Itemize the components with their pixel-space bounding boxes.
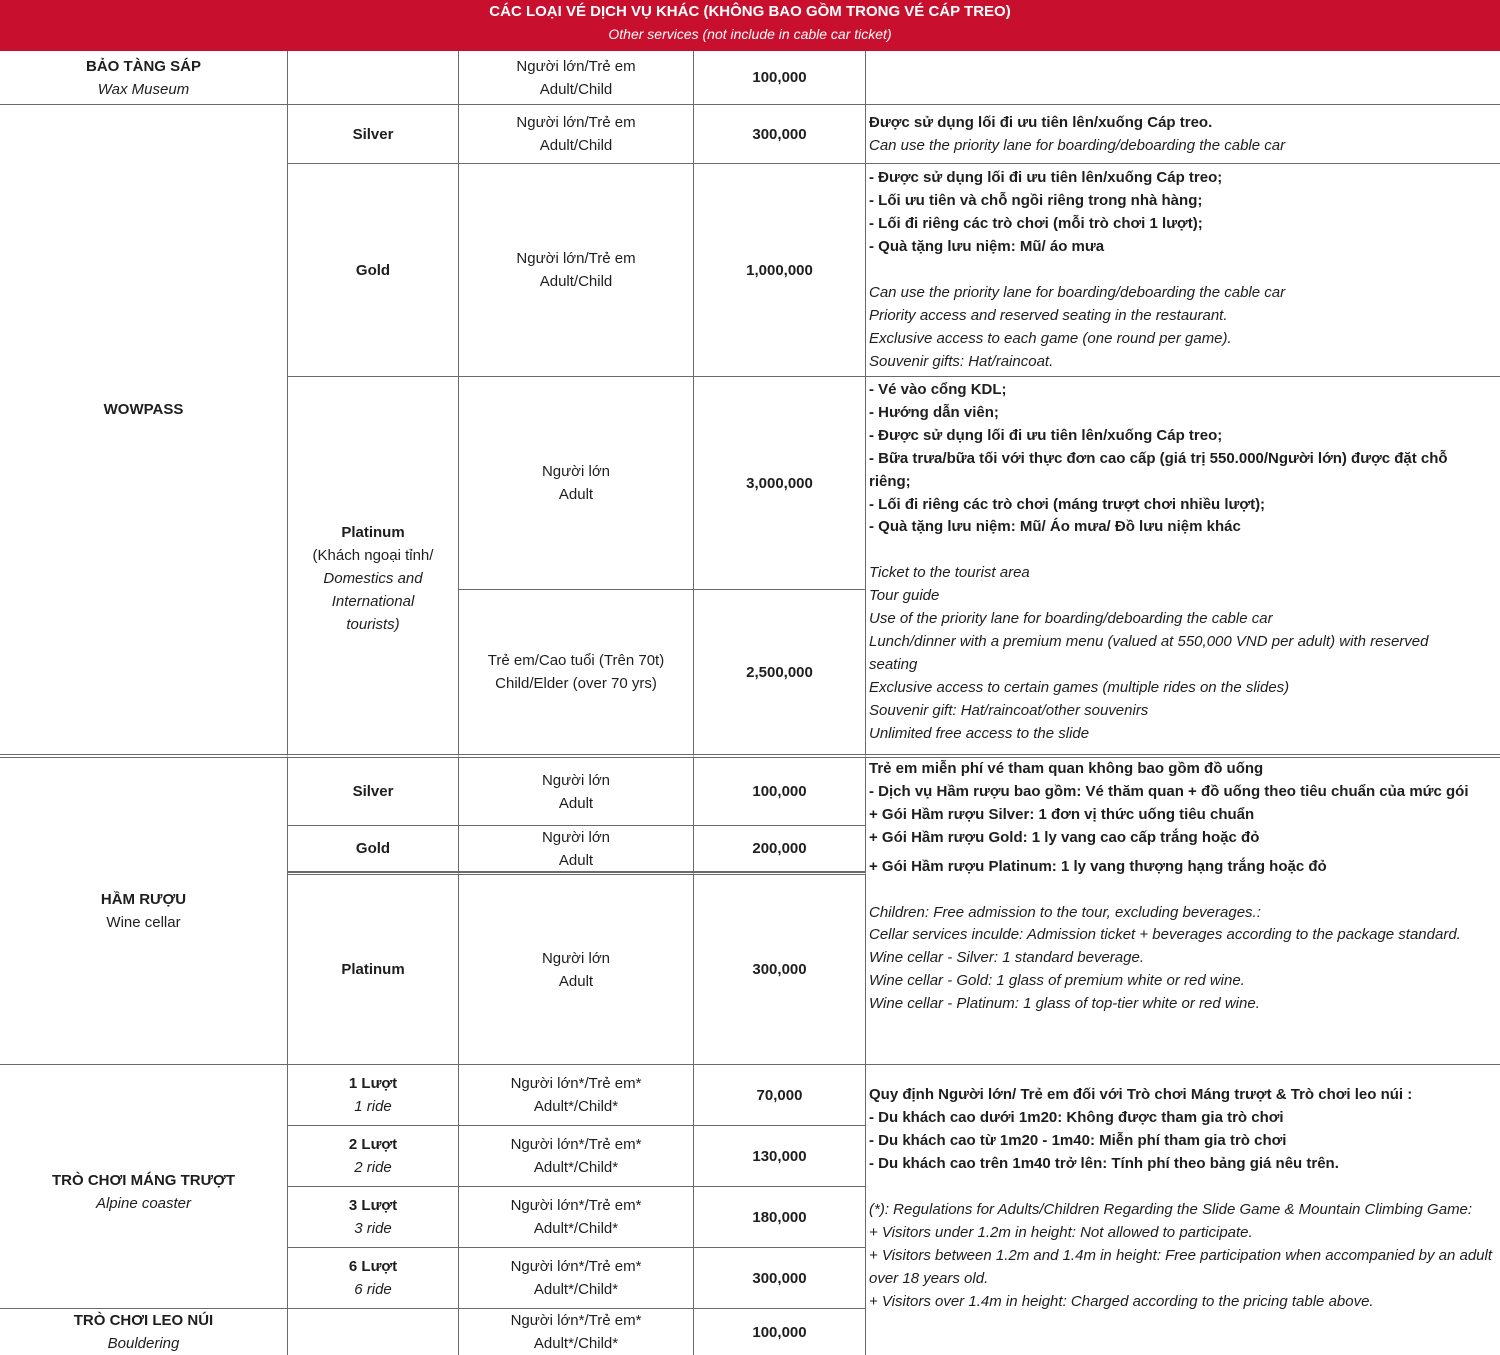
table-header xyxy=(0,0,1500,51)
wine-cellar-name-en: Wine cellar xyxy=(106,914,181,931)
bouldering-tier-cell xyxy=(288,1309,459,1355)
audience-vi: Người lớn*/Trẻ em* xyxy=(510,1075,642,1092)
audience-vi: Người lớn/Trẻ em xyxy=(516,57,636,75)
audience-en: Adult*/Child* xyxy=(533,1159,619,1176)
audience-vi: Người lớn*/Trẻ em* xyxy=(510,1312,642,1329)
desc-line-en: + Visitors over 1.4m in height: Charged according to the pricing table above. xyxy=(869,1293,1374,1310)
audience-vi: Người lớn xyxy=(541,771,611,789)
coaster-name-en: Alpine coaster xyxy=(95,1194,192,1212)
desc-line-en: Lunch/dinner with a premium menu (valued at 550,000 VND per adult) with reserved seating xyxy=(869,633,1429,673)
wax-museum-desc-cell xyxy=(866,51,1500,105)
bouldering-name-en: Bouldering xyxy=(107,1335,180,1352)
wax-museum-tier-cell xyxy=(288,51,459,105)
desc-line-vi: + Gói Hầm rượu Silver: 1 đơn vị thức uống tiêu chuẩn xyxy=(869,805,1255,823)
wine-cellar-name-vi: HẦM RƯỢU xyxy=(100,891,187,908)
desc-line-vi: - Du khách cao trên 1m40 trở lên: Tính phí theo bảng giá nêu trên. xyxy=(869,1155,1339,1172)
audience-en: Child/Elder (over 70 yrs) xyxy=(495,675,657,692)
desc-line-vi: - Được sử dụng lối đi ưu tiên lên/xuống Cáp treo; xyxy=(869,169,1223,186)
audience-vi: Người lớn/Trẻ em xyxy=(516,250,636,267)
coaster-ride-6-price: 300,000 xyxy=(694,1248,866,1309)
desc-line-en: Souvenir gift: Hat/raincoat/other souvenirs xyxy=(869,701,1149,719)
desc-line-vi: - Du khách cao dưới 1m20: Không được tham gia trò chơi xyxy=(869,1109,1284,1126)
coaster-ride-1 xyxy=(288,1065,459,1126)
ride-count-vi: 2 Lượt xyxy=(348,1136,398,1153)
coaster-name-vi: TRÒ CHƠI MÁNG TRƯỢT xyxy=(51,1171,236,1189)
desc-line-vi: - Du khách cao từ 1m20 - 1m40: Miễn phí tham gia trò chơi xyxy=(869,1132,1287,1149)
wowpass-platinum-adult-price: 3,000,000 xyxy=(694,377,866,590)
wowpass-platinum-tier: Platinum xyxy=(341,524,405,541)
desc-line-en: Wine cellar - Silver: 1 standard beverage. xyxy=(869,949,1144,967)
wowpass-name: WOWPASS xyxy=(103,401,184,418)
wine-gold-audience xyxy=(459,826,694,872)
audience-vi: Trẻ em/Cao tuổi (Trên 70t) xyxy=(487,652,665,669)
desc-line-vi: - Lối ưu tiên và chỗ ngồi riêng trong nhà hàng; xyxy=(869,192,1203,209)
desc-line-vi: + Gói Hầm rượu Gold: 1 ly vang cao cấp trắng hoặc đỏ xyxy=(869,828,1260,846)
audience-en: Adult/Child xyxy=(539,80,613,98)
audience-en: Adult xyxy=(558,486,594,503)
desc-line-vi: - Hướng dẫn viên; xyxy=(869,403,999,421)
audience-en: Adult xyxy=(558,972,594,990)
wowpass-platinum-tier-cell xyxy=(288,377,459,758)
wax-museum-price: 100,000 xyxy=(694,51,866,105)
ride-count-vi: 6 Lượt xyxy=(348,1258,398,1275)
desc-line-vi: - Bữa trưa/bữa tối với thực đơn cao cấp (giá trị 550.000/Người lớn) được đặt chỗ riêng; xyxy=(869,449,1448,490)
wowpass-silver-desc xyxy=(866,105,1500,164)
desc-line-vi: Quy định Người lớn/ Trẻ em đối với Trò chơi Máng trượt & Trò chơi leo núi : xyxy=(869,1086,1413,1103)
wowpass-name-cell xyxy=(0,105,288,758)
ride-count-vi: 1 Lượt xyxy=(348,1075,398,1092)
wowpass-silver-tier: Silver xyxy=(288,105,459,164)
audience-en: Adult/Child xyxy=(539,273,613,290)
coaster-ride-1-price: 70,000 xyxy=(694,1065,866,1126)
desc-line-vi: Trẻ em miễn phí vé tham quan không bao gồm đồ uống xyxy=(869,760,1264,777)
desc-line-en: Exclusive access to certain games (multiple rides on the slides) xyxy=(869,678,1290,696)
audience-en: Adult xyxy=(558,794,594,812)
wine-silver-tier: Silver xyxy=(288,758,459,826)
desc-line-en: Use of the priority lane for boarding/deboarding the cable car xyxy=(869,610,1273,628)
table-subtitle: Other services (not include in cable car ticket) xyxy=(608,26,892,42)
tier-note-vi: (Khách ngoại tỉnh/ xyxy=(312,547,434,564)
wowpass-platinum-adult-audience xyxy=(459,377,694,590)
audience-en: Adult*/Child* xyxy=(533,1098,619,1115)
ride-count-en: 3 ride xyxy=(354,1220,392,1237)
coaster-ride-2-price: 130,000 xyxy=(694,1126,866,1187)
wowpass-gold-audience xyxy=(459,164,694,377)
audience-en: Adult*/Child* xyxy=(533,1281,619,1298)
wine-cellar-name-cell xyxy=(0,758,288,1065)
wowpass-platinum-child-price: 2,500,000 xyxy=(694,590,866,758)
audience-en: Adult*/Child* xyxy=(533,1220,619,1237)
coaster-name-cell xyxy=(0,1065,288,1309)
table-title: CÁC LOẠI VÉ DỊCH VỤ KHÁC (KHÔNG BAO GỒM TRONG VÉ CÁP TREO) xyxy=(489,3,1011,20)
wine-platinum-price: 300,000 xyxy=(694,872,866,1065)
coaster-ride-6 xyxy=(288,1248,459,1309)
desc-line-vi: + Gói Hầm rượu Platinum: 1 ly vang thượng hạng trắng hoặc đỏ xyxy=(869,857,1327,875)
audience-vi: Người lớn xyxy=(541,828,611,846)
coaster-ride-3-audience xyxy=(459,1187,694,1248)
wowpass-gold-price: 1,000,000 xyxy=(694,164,866,377)
audience-en: Adult*/Child* xyxy=(533,1335,619,1352)
bouldering-name-vi: TRÒ CHƠI LEO NÚI xyxy=(73,1312,214,1329)
wine-silver-audience xyxy=(459,758,694,826)
desc-line-en: Children: Free admission to the tour, excluding beverages.: xyxy=(869,903,1261,921)
desc-line-en: Ticket to the tourist area xyxy=(869,564,1030,582)
wowpass-silver-audience xyxy=(459,105,694,164)
bouldering-audience xyxy=(459,1309,694,1355)
desc-line-vi: Được sử dụng lối đi ưu tiên lên/xuống Cáp treo. xyxy=(869,114,1213,131)
desc-line-en: Can use the priority lane for boarding/deboarding the cable car xyxy=(869,137,1286,154)
ride-count-vi: 3 Lượt xyxy=(348,1197,398,1214)
coaster-regulations-desc xyxy=(866,1065,1500,1355)
desc-line-vi: - Vé vào cổng KDL; xyxy=(869,381,1007,398)
bouldering-price: 100,000 xyxy=(694,1309,866,1355)
desc-line-vi: - Lối đi riêng các trò chơi (mỗi trò chơi 1 lượt); xyxy=(869,215,1203,232)
wowpass-gold-desc xyxy=(866,164,1500,377)
bouldering-name-cell xyxy=(0,1309,288,1355)
wine-gold-tier: Gold xyxy=(288,826,459,872)
wine-platinum-audience xyxy=(459,872,694,1065)
desc-line-vi: - Quà tặng lưu niệm: Mũ/ áo mưa xyxy=(869,238,1105,255)
desc-line-en: Souvenir gifts: Hat/raincoat. xyxy=(869,353,1054,370)
wine-platinum-tier: Platinum xyxy=(288,872,459,1065)
wowpass-silver-price: 300,000 xyxy=(694,105,866,164)
tier-note-en: Domestics and International tourists) xyxy=(323,570,423,633)
wowpass-platinum-child-audience xyxy=(459,590,694,758)
desc-line-vi: - Được sử dụng lối đi ưu tiên lên/xuống Cáp treo; xyxy=(869,426,1223,444)
ride-count-en: 6 ride xyxy=(354,1281,392,1298)
desc-line-en: Wine cellar - Platinum: 1 glass of top-tier white or red wine. xyxy=(869,995,1260,1013)
ride-count-en: 1 ride xyxy=(354,1098,392,1115)
coaster-ride-2 xyxy=(288,1126,459,1187)
wax-museum-name-cell xyxy=(0,51,288,105)
coaster-ride-2-audience xyxy=(459,1126,694,1187)
wax-museum-name-vi: BẢO TÀNG SÁP xyxy=(85,57,201,75)
audience-en: Adult xyxy=(558,851,594,869)
coaster-ride-3 xyxy=(288,1187,459,1248)
desc-line-en: Exclusive access to each game (one round per game). xyxy=(869,330,1232,347)
audience-vi: Người lớn*/Trẻ em* xyxy=(510,1258,642,1275)
desc-line-en: + Visitors under 1.2m in height: Not allowed to participate. xyxy=(869,1224,1253,1241)
desc-line-en: Can use the priority lane for boarding/deboarding the cable car xyxy=(869,284,1286,301)
desc-line-vi: - Lối đi riêng các trò chơi (máng trượt chơi nhiều lượt); xyxy=(869,495,1266,513)
wowpass-platinum-desc xyxy=(866,377,1500,758)
wax-museum-name-en: Wax Museum xyxy=(97,80,190,98)
desc-line-en: Priority access and reserved seating in the restaurant. xyxy=(869,307,1228,324)
coaster-ride-3-price: 180,000 xyxy=(694,1187,866,1248)
wowpass-gold-tier: Gold xyxy=(288,164,459,377)
wine-cellar-desc xyxy=(866,758,1500,1065)
audience-vi: Người lớn/Trẻ em xyxy=(516,114,636,131)
coaster-ride-6-audience xyxy=(459,1248,694,1309)
desc-line-vi: - Dịch vụ Hầm rượu bao gồm: Vé thăm quan + đồ uống theo tiêu chuẩn của mức gói xyxy=(869,782,1469,800)
audience-vi: Người lớn xyxy=(541,949,611,967)
desc-line-en: Unlimited free access to the slide xyxy=(869,724,1090,742)
wax-museum-audience-cell xyxy=(459,51,694,105)
desc-line-en: Cellar services inculde: Admission ticket + beverages according to the package standard. xyxy=(869,926,1461,944)
ride-count-en: 2 ride xyxy=(354,1159,392,1176)
desc-line-en: Wine cellar - Gold: 1 glass of premium white or red wine. xyxy=(869,972,1245,990)
audience-vi: Người lớn xyxy=(541,463,611,480)
wine-gold-price: 200,000 xyxy=(694,826,866,872)
desc-line-en: + Visitors between 1.2m and 1.4m in height: Free participation when accompanied by an adult over 18 years old. xyxy=(869,1247,1493,1287)
audience-vi: Người lớn*/Trẻ em* xyxy=(510,1197,642,1214)
desc-line-vi: - Quà tặng lưu niệm: Mũ/ Áo mưa/ Đồ lưu niệm khác xyxy=(869,518,1241,536)
desc-line-en: (*): Regulations for Adults/Children Regarding the Slide Game & Mountain Climbing Game: xyxy=(869,1201,1473,1218)
desc-line-en: Tour guide xyxy=(869,587,940,605)
audience-vi: Người lớn*/Trẻ em* xyxy=(510,1136,642,1153)
wine-silver-price: 100,000 xyxy=(694,758,866,826)
audience-en: Adult/Child xyxy=(539,137,613,154)
coaster-ride-1-audience xyxy=(459,1065,694,1126)
